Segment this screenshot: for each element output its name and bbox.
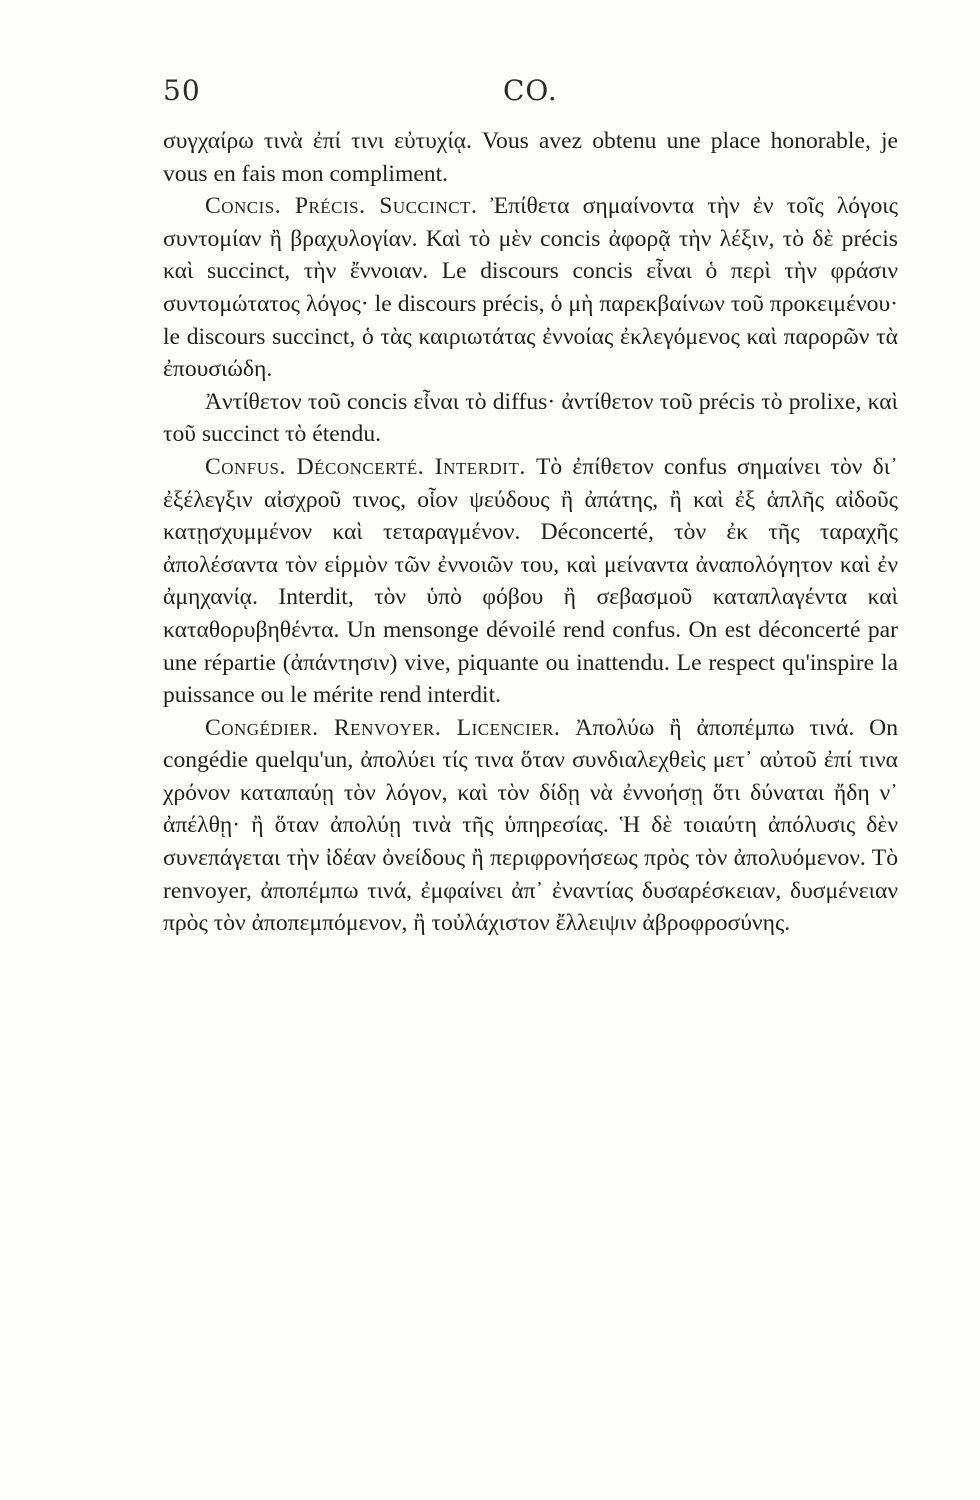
page-number: 50 [163, 74, 201, 107]
paragraph-text: Ἀντίθετον τοῦ concis εἶναι τὸ diffus· ἀντίθετον τοῦ précis τὸ prolixe, καὶ τοῦ succinct τὸ étendu. [163, 388, 898, 448]
page-body [163, 125, 898, 940]
entry-heading: Confus. Déconcerté. Interdit. [205, 453, 526, 480]
entry-heading: Concis. Précis. Succinct. [205, 193, 478, 220]
entry-congedier [163, 712, 898, 940]
entry-heading: Congédier. Renvoyer. Licencier. [205, 714, 561, 741]
entry-text: Ἀπολύω ἢ ἀποπέμπω τινά. On congédie quelqu'un, ἀπολύει τίς τινα ὅταν συνδιαλεχθεὶς μετ᾽ αὐτοῦ ἐπί τινα χρόνον καταπαύῃ τὸν λόγον, καὶ τὸν δίδῃ νὰ ἐννοήσῃ ὅτι δύναται ἤδη ν᾽ ἀπέλθῃ· ἢ ὅταν ἀπολύῃ τινὰ τῆς ὑπηρεσίας. Ἡ δὲ τοιαύτη ἀπόλυσις δὲν συνεπάγεται τὴν ἰδέαν ὀνείδους ἢ περιφρονήσεως πρὸς τὸν ἀπολυόμενον. Τὸ renvoyer, ἀποπέμπω τινά, ἐμφαίνει ἀπ᾽ ἐναντίας δυσαρέσκειαν, δυσμένειαν πρὸς τὸν ἀποπεμπόμενον, ἢ τοὐλάχιστον ἔλλειψιν ἀβροφροσύνης. [163, 714, 898, 937]
paragraph [163, 125, 898, 190]
entry-concis [163, 190, 898, 386]
entry-confus [163, 451, 898, 712]
page-header [163, 74, 898, 114]
running-head: CO. [503, 74, 558, 107]
entry-text: Τὸ ἐπίθετον confus σημαίνει τὸν δι᾽ ἐξέλεγξιν αἰσχροῦ τινος, οἷον ψεύδους ἢ ἀπάτης, ἢ καὶ ἐξ ἁπλῆς αἰδοῦς κατῃσχυμμένον καὶ τεταραγμένον. Déconcerté, τὸν ἐκ τῆς ταραχῆς ἀπολέσαντα τὸν εἱρμὸν τῶν ἐννοιῶν του, καὶ μείναντα ἀναπολόγητον καὶ ἐν ἀμηχανίᾳ. Interdit, τὸν ὑπὸ φόβου ἢ σεβασμοῦ καταπλαγέντα καὶ καταθορυβηθέντα. Un mensonge dévoilé rend confus. On est déconcerté par une répartie (ἀπάντησιν) vive, piquante ou inattendu. Le respect qu'inspire la puissance ou le mérite rend interdit. [163, 453, 898, 709]
entry-text: Ἐπίθετα σημαίνοντα τὴν ἐν τοῖς λόγοις συντομίαν ἢ βραχυλογίαν. Καὶ τὸ μὲν concis ἀφορᾷ τὴν λέξιν, τὸ δὲ précis καὶ succinct, τὴν ἔννοιαν. Le discours concis εἶναι ὁ περὶ τὴν φράσιν συντομώτατος λόγος· le discours précis, ὁ μὴ παρεκβαίνων τοῦ προκειμένου· le discours succinct, ὁ τὰς καιριωτάτας ἐννοίας ἐκλεγόμενος καὶ παρορῶν τὰ ἐπουσιώδη. [163, 193, 898, 383]
paragraph [163, 386, 898, 451]
paragraph-text: συγχαίρω τινὰ ἐπί τινι εὐτυχίᾳ. Vous avez obtenu une place honorable, je vous en fais mon compliment. [163, 128, 898, 187]
